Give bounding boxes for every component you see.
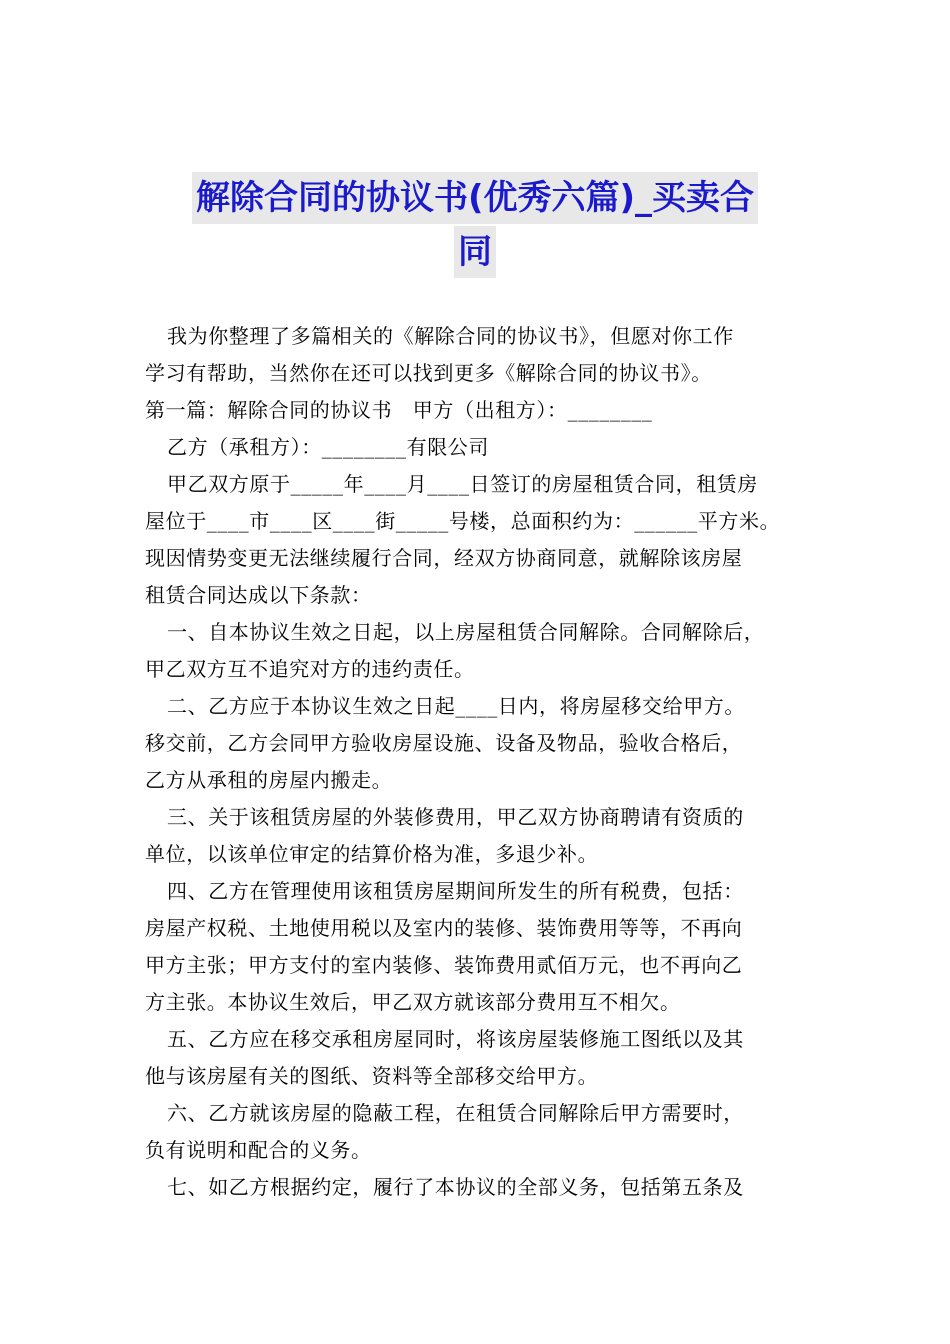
body-line: 方主张。本协议生效后，甲乙双方就该部分费用互不相欠。 [145, 990, 681, 1014]
body-line: 他与该房屋有关的图纸、资料等全部移交给甲方。 [145, 1064, 599, 1088]
document-title [0, 172, 950, 280]
body-line: 甲乙双方互不追究对方的违约责任。 [145, 657, 475, 681]
body-line: 第一篇：解除合同的协议书 甲方（出租方）：________ [145, 398, 653, 422]
body-line: 现因情势变更无法继续履行合同，经双方协商同意，就解除该房屋 [145, 546, 743, 570]
body-line: 六、乙方就该房屋的隐蔽工程，在租赁合同解除后甲方需要时， [167, 1101, 744, 1125]
body-line: 乙方从承租的房屋内搬走。 [145, 768, 393, 792]
title-line-1: 解除合同的协议书(优秀六篇)_买卖合 [192, 172, 758, 224]
document-body [145, 318, 815, 1206]
body-line: 三、关于该租赁房屋的外装修费用，甲乙双方协商聘请有资质的 [167, 805, 744, 829]
body-line: 七、如乙方根据约定，履行了本协议的全部义务，包括第五条及 [167, 1175, 744, 1199]
body-line: 屋位于____市____区____街_____号楼，总面积约为：______平方米。 [145, 509, 781, 533]
title-line-2: 同 [454, 226, 496, 278]
body-line: 甲乙双方原于_____年____月____日签订的房屋租赁合同，租赁房 [167, 472, 758, 496]
body-line: 移交前，乙方会同甲方验收房屋设施、设备及物品，验收合格后， [145, 731, 743, 755]
body-line: 房屋产权税、土地使用税以及室内的装修、装饰费用等等，不再向 [145, 916, 743, 940]
body-line: 四、乙方在管理使用该租赁房屋期间所发生的所有税费，包括： [167, 879, 744, 903]
body-line: 甲方主张；甲方支付的室内装修、装饰费用贰佰万元，也不再向乙 [145, 953, 743, 977]
body-line: 负有说明和配合的义务。 [145, 1138, 372, 1162]
body-line: 我为你整理了多篇相关的《解除合同的协议书》，但愿对你工作 [167, 324, 734, 348]
body-line: 租赁合同达成以下条款： [145, 583, 372, 607]
body-line: 单位，以该单位审定的结算价格为准，多退少补。 [145, 842, 599, 866]
body-line: 二、乙方应于本协议生效之日起____日内，将房屋移交给甲方。 [167, 694, 745, 718]
body-line: 学习有帮助，当然你在还可以找到更多《解除合同的协议书》。 [145, 361, 712, 385]
body-line: 一、自本协议生效之日起，以上房屋租赁合同解除。合同解除后， [167, 620, 765, 644]
body-line: 乙方（承租方）：________有限公司 [167, 435, 489, 459]
body-line: 五、乙方应在移交承租房屋同时，将该房屋装修施工图纸以及其 [167, 1027, 744, 1051]
